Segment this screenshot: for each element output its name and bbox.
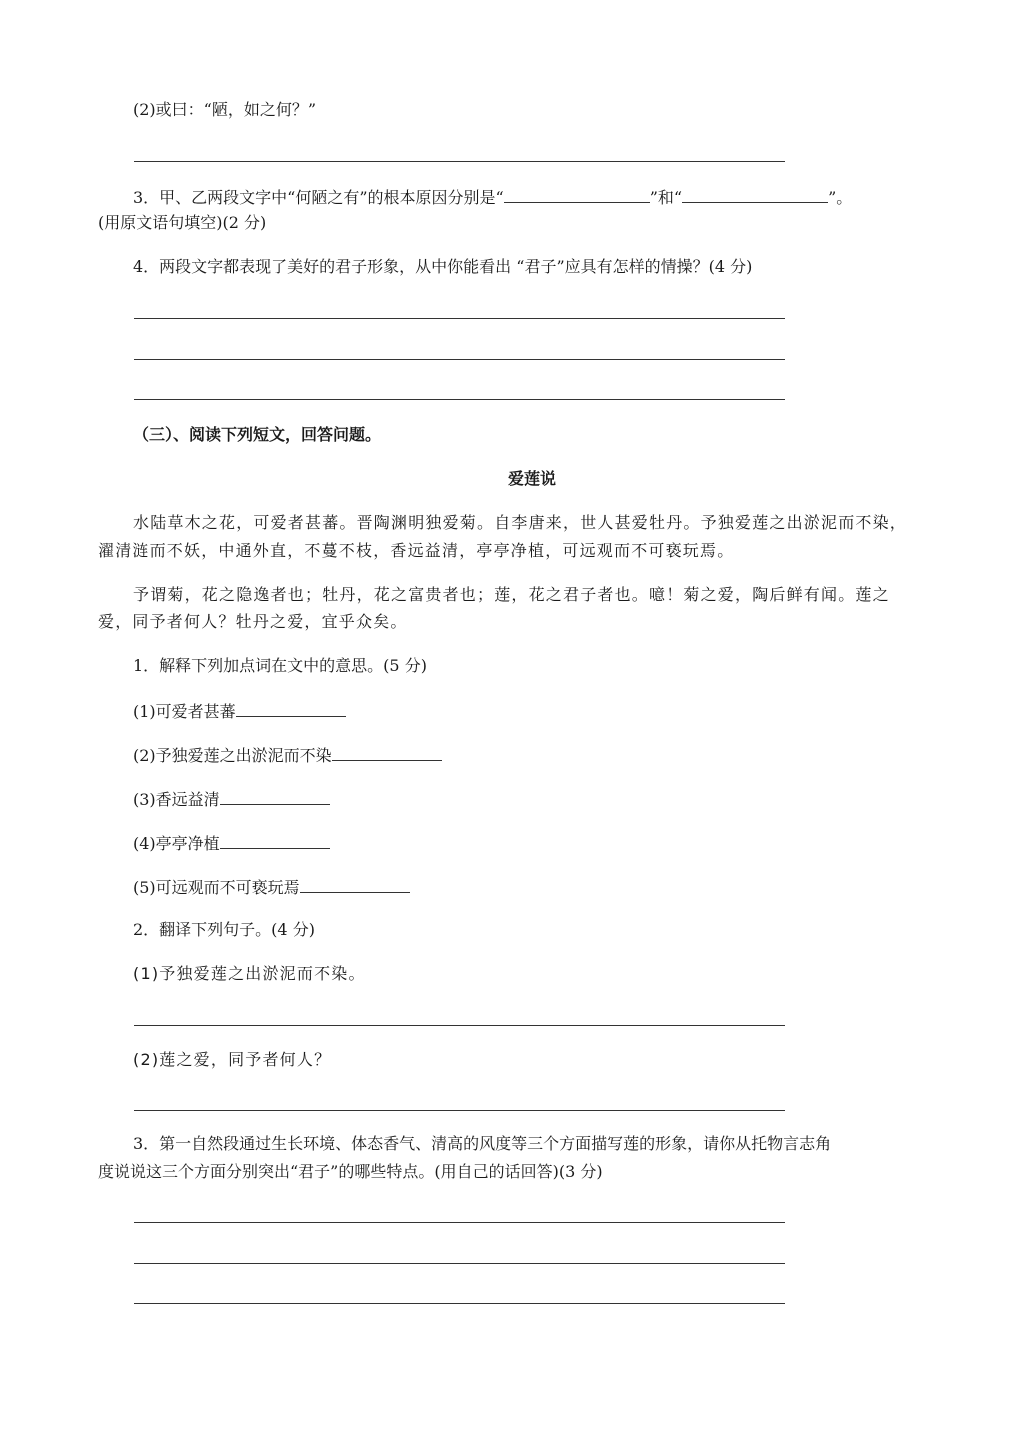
question-1-item xyxy=(133,788,330,810)
answer-blank[interactable] xyxy=(220,788,330,805)
answer-line[interactable] xyxy=(134,1222,785,1223)
question-2-2: (2)莲之爱，同予者何人？ xyxy=(133,1050,332,1069)
passage-paragraph-1-line-1: 水陆草木之花，可爱者甚蕃。晋陶渊明独爱菊。自李唐来，世人甚爱牡丹。予独爱莲之出淤泥而不染， xyxy=(133,513,908,532)
answer-blank-2[interactable] xyxy=(682,186,828,203)
question-3-line-2: 度说说这三个方面分别突出“君子”的哪些特点。(用自己的话回答)(3 分) xyxy=(98,1162,603,1181)
answer-blank[interactable] xyxy=(332,744,442,761)
answer-line[interactable] xyxy=(134,1303,785,1304)
question-3-line-1: 3．第一自然段通过生长环境、体态香气、清高的风度等三个方面描写莲的形象，请你从托物言志角 xyxy=(133,1134,832,1153)
answer-blank-1[interactable] xyxy=(504,186,650,203)
question-1-item xyxy=(133,700,346,722)
question-1-item xyxy=(133,876,410,898)
answer-line[interactable] xyxy=(134,359,785,360)
answer-blank[interactable] xyxy=(300,876,410,893)
question-2-2: (2)或曰：“陋，如之何？” xyxy=(133,100,317,119)
question-2-1: (1)予独爱莲之出淤泥而不染。 xyxy=(133,964,366,983)
question-1-item xyxy=(133,744,442,766)
question-3-line2: (用原文语句填空)(2 分) xyxy=(98,213,267,232)
answer-line[interactable] xyxy=(134,399,785,400)
passage-paragraph-1-line-2: 濯清涟而不妖，中通外直，不蔓不枝，香远益清，亭亭净植，可远观而不可亵玩焉。 xyxy=(98,541,735,560)
question-1-item-text: (1)可爱者甚蕃 xyxy=(133,702,236,721)
passage-paragraph-2-line-1: 予谓菊，花之隐逸者也；牡丹，花之富贵者也；莲，花之君子者也。噫！菊之爱，陶后鲜有闻。莲之 xyxy=(133,585,890,604)
answer-blank[interactable] xyxy=(220,832,330,849)
question-3 xyxy=(133,186,852,208)
question-2: 2．翻译下列句子。(4 分) xyxy=(133,920,315,939)
question-1-item-text: (2)予独爱莲之出淤泥而不染 xyxy=(133,746,332,765)
question-4: 4．两段文字都表现了美好的君子形象，从中你能看出 “君子”应具有怎样的情操？(4 分) xyxy=(133,257,753,276)
question-1-item xyxy=(133,832,330,854)
answer-line[interactable] xyxy=(134,1110,785,1111)
question-3-text-b: ”和“ xyxy=(649,188,683,207)
answer-line[interactable] xyxy=(134,1025,785,1026)
section-heading: （三）、阅读下列短文，回答问题。 xyxy=(133,425,382,444)
question-1-item-text: (4)亭亭净植 xyxy=(133,834,220,853)
answer-line[interactable] xyxy=(134,161,785,162)
answer-blank[interactable] xyxy=(236,700,346,717)
passage-paragraph-2-line-2: 爱，同予者何人？牡丹之爱，宜乎众矣。 xyxy=(98,612,408,631)
question-3-text-c: ”。 xyxy=(828,188,853,207)
question-3-text-a: 3．甲、乙两段文字中“何陋之有”的根本原因分别是“ xyxy=(133,188,504,207)
question-1-item-text: (3)香远益清 xyxy=(133,790,220,809)
question-1-item-text: (5)可远观而不可亵玩焉 xyxy=(133,878,300,897)
question-1: 1．解释下列加点词在文中的意思。(5 分) xyxy=(133,656,427,675)
answer-line[interactable] xyxy=(134,1263,785,1264)
passage-title: 爱莲说 xyxy=(508,469,557,488)
answer-line[interactable] xyxy=(134,318,785,319)
